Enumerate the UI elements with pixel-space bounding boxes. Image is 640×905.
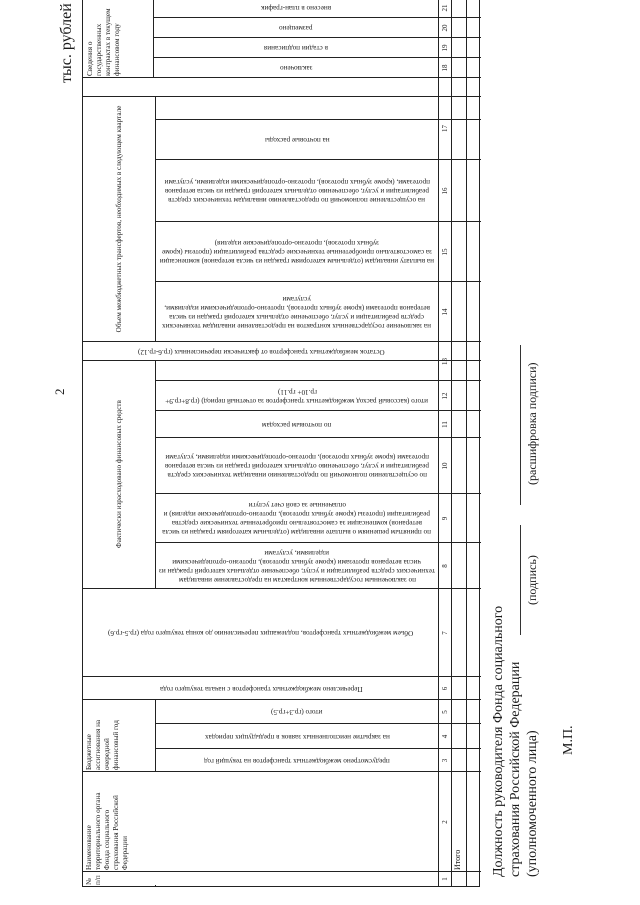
header-col18: заключено xyxy=(279,64,313,73)
column-number-13: 13 xyxy=(441,358,449,365)
units-label: тыс. рублей xyxy=(58,3,75,83)
header-col15: на выплату инвалидам (отдельным категориям граждан из числа ветеранов) компенсации за самостоятельно приобретенные технические средства реабилитации (протезы (кроме зубных протезов), протезно-ортопедические изделия) xyxy=(159,239,435,266)
header-next-group: Объем межбюджетных трансфертов, необходимых в следующем квартале xyxy=(114,105,123,333)
column-number-17: 17 xyxy=(441,125,449,132)
signature-caption: (подпись) xyxy=(525,555,539,605)
header-col13-spacer xyxy=(157,361,437,381)
header-col11: по почтовым расходам xyxy=(262,421,332,429)
column-number-19: 19 xyxy=(441,44,449,52)
header-col10: по осуществлению полномочий по предоставлению инвалидам технических средств реабилитации и услуг, обеспечению отдельных категорий граждан из числа ветеранов протезами (кроме зубных протезов), протезно-ортопедическими изделиями, услугами xyxy=(164,453,430,480)
header-col6: Перечислено межбюджетных трансфертов с начала текущего года xyxy=(159,685,363,693)
header-col5: итого (гр.3+гр.5) xyxy=(271,708,323,717)
header-contracts-group: Сведения о государственных контрактах в текущем финансовом году xyxy=(86,8,121,76)
column-number-7: 7 xyxy=(441,631,449,635)
signatory-position-3: (уполномоченного лица) xyxy=(525,730,540,877)
column-number-1: 1 xyxy=(441,877,449,881)
column-number-11: 11 xyxy=(441,421,449,428)
header-col9: по принятым решениям о выплате инвалидам (отдельным категориям граждан из числа ветеранов) компенсации за самостоятельно приобретенные технические средства реабилитации (протезы (кроме зубных протезов), протезно-ортопедические изделия) и оплаченные за свой счет услуги xyxy=(162,501,432,537)
column-number-9: 9 xyxy=(441,516,449,521)
header-actual-group: Фактически израсходовано финансовых средств xyxy=(114,400,123,548)
signatory-position-2: страхования Российской Федерации xyxy=(508,661,523,877)
column-number-6: 6 xyxy=(441,686,449,691)
column-number-4: 4 xyxy=(441,734,449,739)
header-col12: итого (кассовый расход межбюджетных трансфертов за отчетный период) (гр.8+гр.9+ гр.10+ гр.11) xyxy=(165,388,429,405)
column-number-5: 5 xyxy=(441,710,449,714)
header-col20: размещено xyxy=(279,24,313,33)
header-col3: предусмотрено межбюджетных трансфертов на текущий год xyxy=(204,757,390,765)
column-number-16: 16 xyxy=(441,187,449,195)
column-number-14: 14 xyxy=(441,308,449,316)
column-number-12: 12 xyxy=(441,392,449,400)
header-col17: на почтовые расходы xyxy=(264,136,330,145)
column-number-21: 21 xyxy=(441,4,449,12)
header-col21: внесено в план-график xyxy=(260,4,332,13)
report-table xyxy=(82,0,480,887)
header-col19: в стадии подписания xyxy=(264,44,328,53)
column-number-8: 8 xyxy=(441,564,449,568)
header-budget-group: Бюджетные ассигнования на очередной финансовый год xyxy=(85,719,120,770)
header-col13: Остаток межбюджетных трансфертов от фактически перечисленных (гр.6-гр.12) xyxy=(137,348,385,356)
header-col16: на осуществление полномочий по предоставлению инвалидам технических средств реабилитации и услуг, обеспечению отдельных категорий граждан из числа ветеранов протезами, (кроме зубных протезов), протезно-ортопедическими изделиями, услугами xyxy=(164,178,430,205)
column-number-2: 2 xyxy=(441,820,449,824)
header-col1: № п/п xyxy=(85,875,102,885)
page-number: 2 xyxy=(52,388,67,395)
stamp-place: М.П. xyxy=(561,725,576,755)
header-col14: на заключение государственных контрактов на предоставление инвалидам технических средств реабилитации и услуг, обеспечение отдельных категорий граждан из числа ветеранов протезами (кроме зубных протезов), протезно-ортопедическими изделиями, услугами xyxy=(162,295,432,330)
column-number-3: 3 xyxy=(441,758,449,763)
header-col2: Наименование территориального органа Фонда социального страхования Российской Федерации xyxy=(85,792,129,870)
column-number-18: 18 xyxy=(441,64,449,72)
column-number-10: 10 xyxy=(441,462,449,470)
column-number-15: 15 xyxy=(441,248,449,256)
column-number-20: 20 xyxy=(441,24,449,32)
signatory-position-1: Должность руководителя Фонда социального xyxy=(491,605,506,877)
header-col4: на закрытие неисполненных заявок в предыдущих периодах xyxy=(204,733,390,741)
total-label: Итого xyxy=(453,849,462,870)
signature-decode-caption: (расшифровка подписи) xyxy=(525,362,539,485)
header-col8: по заключенным государственным контрактам на предоставление инвалидам технических средств реабилитации и услуг, обеспечение отдельных категорий граждан из числа ветеранов протезами (кроме зубных протезов), протезно-ортопедическими изделиями, услугами xyxy=(159,549,435,584)
header-col7: Объем межбюджетных трансфертов, подлежащих перечислению до конца текущего года (гр.5-гр.6) xyxy=(108,629,414,638)
